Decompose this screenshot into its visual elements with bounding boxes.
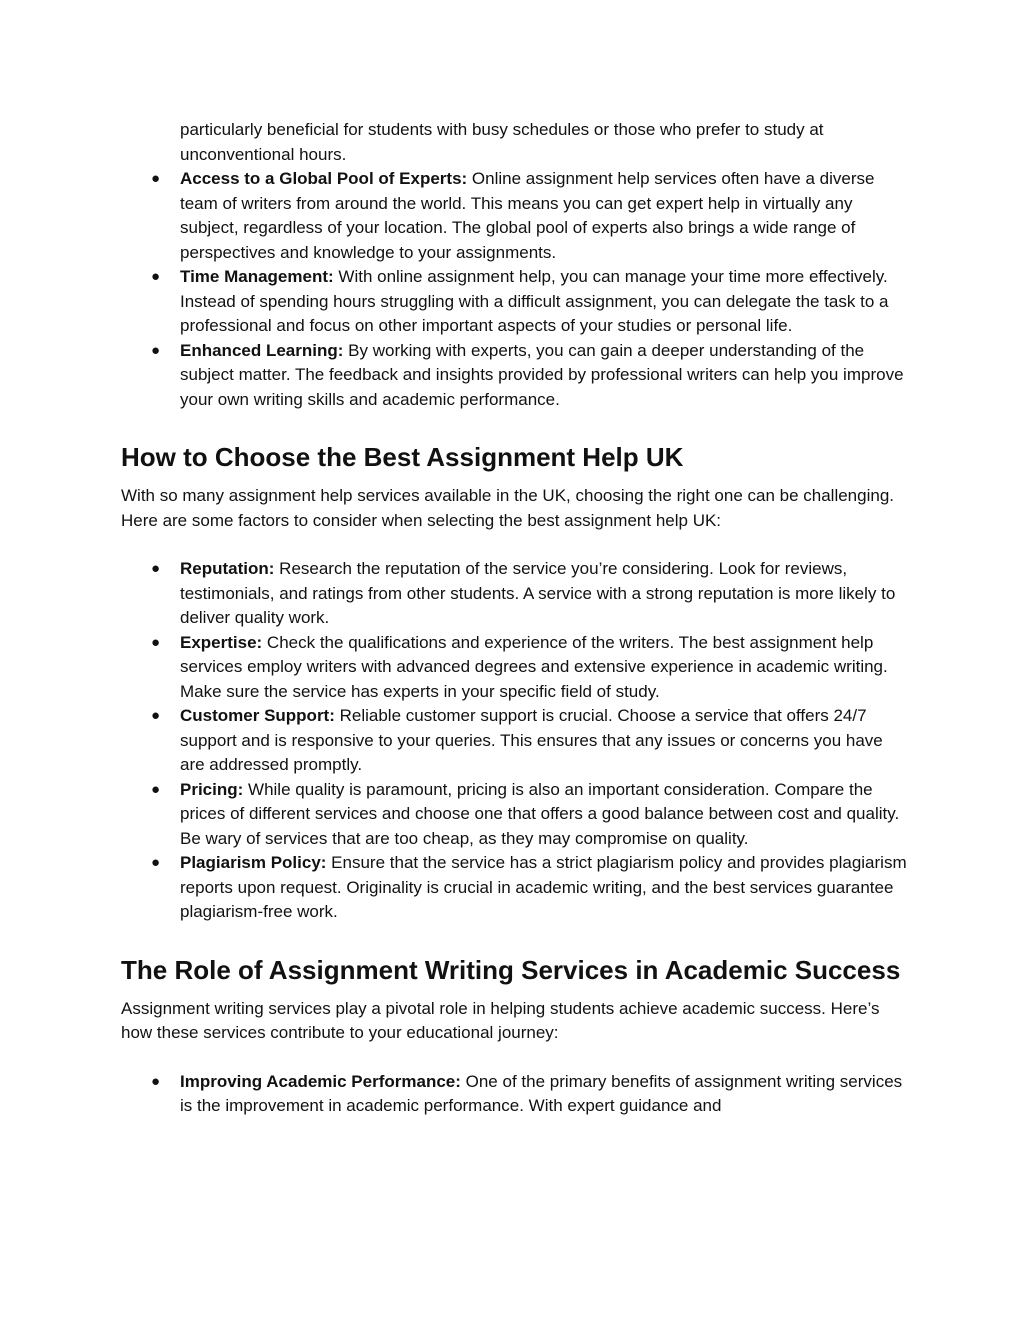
bullet-icon: ● bbox=[151, 341, 161, 359]
list-item-term: Enhanced Learning: bbox=[180, 340, 344, 360]
intro-continuation: particularly beneficial for students with busy schedules or those who prefer to study at unconventional hours. bbox=[180, 120, 824, 164]
bullet-icon: ● bbox=[151, 633, 161, 651]
list-item-text: Check the qualifications and experience of the writers. The best assignment help services employ writers with advanced degrees and extensive experience in academic writing. Make sure the service has experts in your specific field of study. bbox=[180, 632, 888, 701]
list-item-term: Time Management: bbox=[180, 267, 334, 286]
list-item-term: Plagiarism Policy: bbox=[180, 853, 327, 872]
list-item bbox=[121, 778, 911, 852]
list-item bbox=[121, 167, 911, 265]
bullet-icon: ● bbox=[151, 268, 161, 285]
list-item bbox=[121, 704, 911, 778]
list-item-term: Customer Support: bbox=[180, 706, 335, 725]
benefits-list bbox=[121, 167, 911, 412]
bullet-icon: ● bbox=[151, 707, 161, 724]
list-item bbox=[121, 1070, 911, 1119]
list-item-term: Improving Academic Performance: bbox=[180, 1071, 461, 1091]
list-item bbox=[121, 851, 911, 925]
document-content bbox=[121, 118, 911, 1119]
list-item-text: With online assignment help, you can manage your time more effectively. Instead of spending hours struggling with a difficult assignment, you can delegate the task to a professional and focus on other important aspects of your studies or personal life. bbox=[180, 267, 889, 335]
list-item-term: Pricing: bbox=[180, 779, 244, 799]
list-item-term: Reputation: bbox=[180, 559, 275, 578]
list-item-text: By working with experts, you can gain a deeper understanding of the subject matter. The feedback and insights provided by professional writers can help you improve your own writing skills and academic performance. bbox=[180, 340, 904, 409]
bullet-icon: ● bbox=[151, 170, 161, 187]
list-item bbox=[121, 265, 911, 339]
list-item-text: Ensure that the service has a strict plagiarism policy and provides plagiarism reports upon request. Originality is crucial in academic writing, and the best services guarantee plagiarism-free work. bbox=[180, 853, 907, 921]
bullet-icon: ● bbox=[151, 854, 161, 871]
section-paragraph-role: Assignment writing services play a pivotal role in helping students achieve academic success. Here’s how these services contribute to your educational journey: bbox=[121, 998, 880, 1042]
section-heading-choose: How to Choose the Best Assignment Help UK bbox=[121, 442, 684, 472]
list-item bbox=[121, 339, 911, 413]
role-list bbox=[121, 1070, 911, 1119]
list-item-text: Research the reputation of the service you’re considering. Look for reviews, testimonials, and ratings from other students. A service with a strong reputation is more likely to deliver quality work. bbox=[180, 559, 896, 627]
list-item-term: Expertise: bbox=[180, 632, 263, 652]
bullet-icon: ● bbox=[151, 560, 161, 577]
section-paragraph-choose: With so many assignment help services available in the UK, choosing the right one can be challenging. Here are some factors to consider when selecting the best assignment help UK: bbox=[121, 486, 894, 530]
list-item-text: One of the primary benefits of assignment writing services is the improvement in academic performance. With expert guidance and bbox=[180, 1071, 903, 1115]
section-heading-role: The Role of Assignment Writing Services in Academic Success bbox=[121, 954, 901, 985]
list-item-text: While quality is paramount, pricing is also an important consideration. Compare the prices of different services and choose one that offers a good balance between cost and quality. Be wary of services that are too cheap, as they may compromise on quality. bbox=[180, 779, 900, 848]
factors-list bbox=[121, 557, 911, 925]
bullet-icon: ● bbox=[151, 780, 161, 798]
list-item-term: Access to a Global Pool of Experts: bbox=[180, 169, 468, 188]
list-item bbox=[121, 631, 911, 705]
list-item-text: Online assignment help services often have a diverse team of writers from around the world. This means you can get expert help in virtually any subject, regardless of your location. The global pool of experts also brings a wide range of perspectives and knowledge to your assignments. bbox=[180, 169, 875, 262]
list-item bbox=[121, 557, 911, 631]
bullet-icon: ● bbox=[151, 1072, 161, 1090]
list-item-text: Reliable customer support is crucial. Choose a service that offers 24/7 support and is responsive to your queries. This ensures that any issues or concerns you have are addressed promptly. bbox=[180, 706, 883, 774]
